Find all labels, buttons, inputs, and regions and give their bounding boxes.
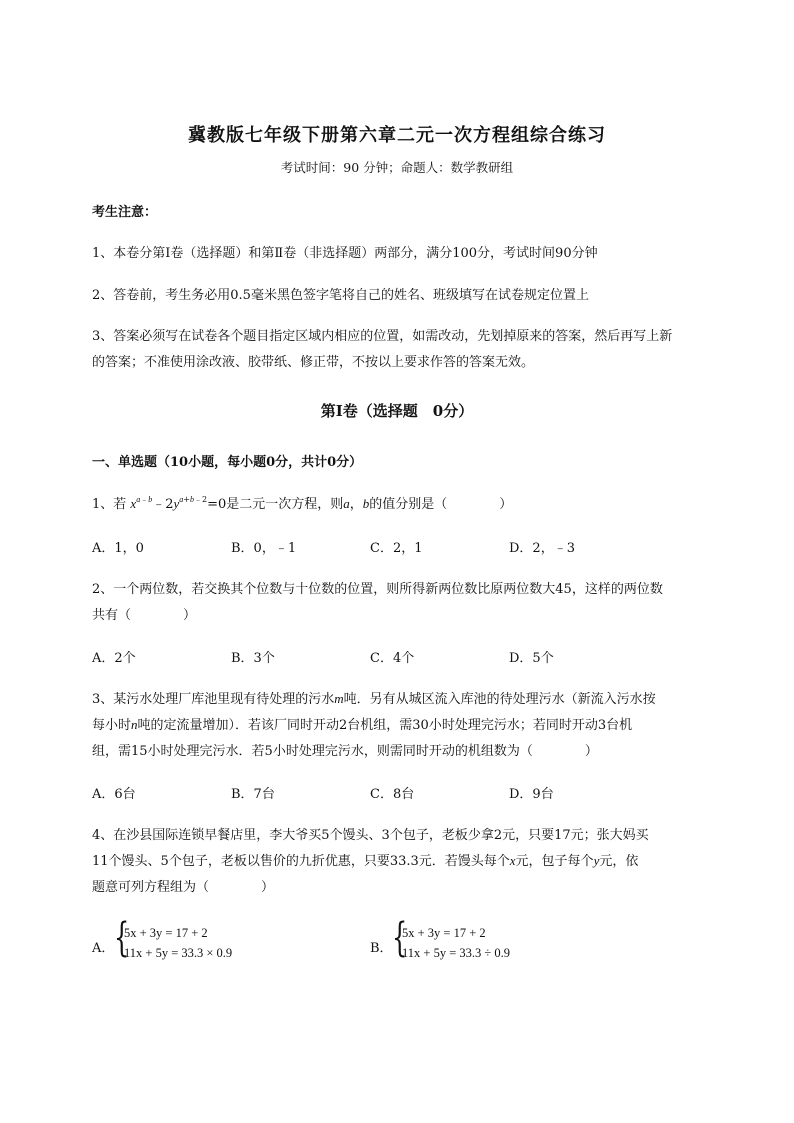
q1-eq-sup-2b: ﹣2 <box>193 495 208 504</box>
notice-item-1: 1、本卷分第Ⅰ卷（选择题）和第Ⅱ卷（非选择题）两部分，满分100分，考试时间90分钟 <box>92 246 598 261</box>
q1-eq-sup-plus: + <box>183 495 190 504</box>
q1-suffix: 的值分别是（ ） <box>369 497 513 512</box>
q1-eq-y: y <box>173 496 180 511</box>
section-title: 第Ⅰ卷（选择题 0分） <box>320 402 474 420</box>
part-heading: 一、单选题（10小题，每小题0分，共计0分） <box>92 455 363 470</box>
q4-line2c: 元，依 <box>599 854 639 869</box>
q4-option-a-eq-1: 5x + 3y = 17 + 2 <box>124 926 208 940</box>
question-2-line-2: 共有（ ） <box>92 608 197 623</box>
q4-line2a: 11个馒头、5个包子，老板以售价的九折优惠，只要33.3元．若馒头每个 <box>92 854 510 869</box>
notice-item-2: 2、答卷前，考生务必用0.5毫米黑色签字笔将自己的姓名、班级填写在试卷规定位置上 <box>92 288 589 303</box>
q1-option-b[interactable]: B．0，﹣1 <box>231 541 297 556</box>
q4-option-a-system[interactable] <box>114 915 254 966</box>
q1-eq-sup-2a: a <box>179 495 184 504</box>
brace-icon: { <box>114 915 130 961</box>
q1-eq-end: =0是二元一次方程，则 <box>207 497 344 512</box>
q2-option-c[interactable]: C．4个 <box>370 651 415 666</box>
q3-line1a: 3、某污水处理厂库池里现有待处理的污水 <box>92 692 335 707</box>
q3-var-m: m <box>334 691 344 706</box>
q3-line1b: 吨．另有从城区流入库池的待处理污水（新流入污水按 <box>343 692 656 707</box>
question-2-line-1: 2、一个两位数，若交换其个位数与十位数的位置，则所得新两位数比原两位数大45，这样的两位数 <box>92 582 663 597</box>
q2-option-a[interactable]: A．2个 <box>92 651 136 666</box>
q4-option-b-eq-1: 5x + 3y = 17 + 2 <box>402 926 486 940</box>
notice-item-3-line-1: 3、答案必须写在试卷各个题目指定区域内相应的位置，如需改动，先划掉原来的答案，然后再写上新 <box>92 329 673 344</box>
q3-var-n: n <box>131 717 138 732</box>
q1-eq-mid: ﹣2 <box>152 497 174 512</box>
notice-heading: 考生注意： <box>92 205 158 220</box>
q4-option-a-label[interactable]: A． <box>92 941 115 956</box>
q4-option-a-eq-2: 11x + 5y = 33.3 × 0.9 <box>124 946 233 960</box>
q4-option-b-label[interactable]: B． <box>370 941 393 956</box>
q3-option-c[interactable]: C．8台 <box>370 787 415 802</box>
q1-var-b: b <box>362 496 370 511</box>
q3-line2a: 每小时 <box>92 718 132 733</box>
q1-eq-sup-b: b <box>148 495 153 504</box>
question-4-line-3: 题意可列方程组为（ ） <box>92 880 275 895</box>
brace-icon: { <box>392 915 408 961</box>
q1-var-a: a <box>343 496 350 511</box>
q4-line2b: 元，包子每个 <box>515 854 594 869</box>
q2-option-d[interactable]: D．5个 <box>509 651 554 666</box>
question-1 <box>92 493 512 512</box>
notice-item-3-line-2: 的答案；不准使用涂改液、胶带纸、修正带，不按以上要求作答的答案无效。 <box>92 355 535 370</box>
q3-option-d[interactable]: D．9台 <box>509 787 554 802</box>
q1-eq-sup-2b-var: b <box>189 495 194 504</box>
question-4-line-1: 4、在沙县国际连锁早餐店里，李大爷买5个馒头、3个包子，老板少拿2元，只要17元；张大妈买 <box>92 828 649 843</box>
q1-eq-sup-a: a <box>136 495 141 504</box>
q4-var-x: x <box>509 853 516 868</box>
q1-eq-x: x <box>130 496 137 511</box>
q1-eq-sup-minus: ﹣ <box>140 495 149 504</box>
q3-option-b[interactable]: B．7台 <box>231 787 275 802</box>
q3-option-a[interactable]: A．6台 <box>92 787 136 802</box>
exam-subtitle: 考试时间：90 分钟；命题人：数学教研组 <box>280 160 514 175</box>
q2-option-b[interactable]: B．3个 <box>231 651 275 666</box>
question-4-line-2 <box>92 850 638 869</box>
question-3-line-3: 组，需15小时处理完污水．若5小时处理完污水，则需同时开动的机组数为（ ） <box>92 744 598 759</box>
q1-option-d[interactable]: D．2，﹣3 <box>509 541 575 556</box>
question-3-line-2 <box>92 714 632 733</box>
q1-option-a[interactable]: A．1，0 <box>92 541 144 556</box>
exam-title: 冀教版七年级下册第六章二元一次方程组综合练习 <box>188 125 606 146</box>
q1-comma: ， <box>349 497 363 512</box>
q4-option-b-eq-2: 11x + 5y = 33.3 ÷ 0.9 <box>402 946 510 960</box>
q4-var-y: y <box>593 853 600 868</box>
q3-line2b: 吨的定流量增加）．若该厂同时开动2台机组，需30小时处理完污水；若同时开动3台机 <box>137 718 633 733</box>
question-3-line-1 <box>92 688 656 707</box>
q1-option-c[interactable]: C．2，1 <box>370 541 423 556</box>
q1-prefix: 1、若 <box>92 497 127 512</box>
q4-option-b-system[interactable] <box>392 915 532 966</box>
